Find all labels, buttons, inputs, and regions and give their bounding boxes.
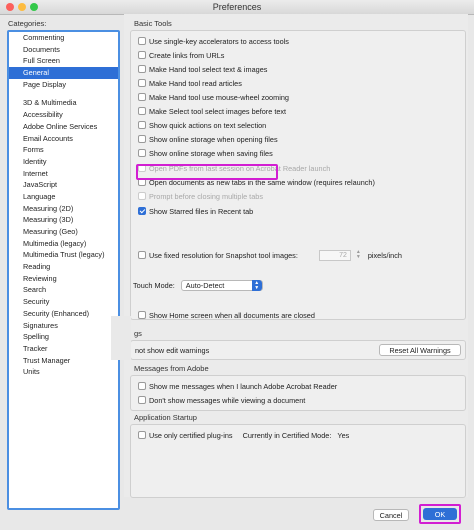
option-label: Make Hand tool read articles (149, 78, 242, 88)
category-item-measuring-geo[interactable]: Measuring (Geo) (23, 227, 78, 236)
option-checkbox[interactable] (138, 37, 146, 45)
cancel-button[interactable]: Cancel (373, 509, 409, 521)
category-item-page-display[interactable]: Page Display (23, 79, 66, 89)
option-checkbox (138, 192, 146, 200)
annotation-highlight-online-storage-saving (136, 164, 278, 180)
category-item-units[interactable]: Units (23, 367, 40, 377)
message-option-label: Show me messages when I launch Adobe Acrobat Reader (149, 381, 338, 391)
option-label: Create links from URLs (149, 50, 225, 60)
category-item-multimedia-legacy[interactable]: Multimedia (legacy) (23, 238, 87, 248)
category-item-general[interactable]: General (9, 67, 118, 79)
categories-list[interactable] (7, 30, 120, 510)
option-label: Make Hand tool select text & images (149, 64, 268, 74)
option-label: Show online storage when opening files (149, 134, 278, 144)
warnings-group (130, 340, 466, 360)
snapshot-resolution-label: Use fixed resolution for Snapshot tool images: (149, 250, 298, 260)
category-item-search[interactable]: Search (23, 285, 47, 295)
overlay-strip (111, 316, 131, 360)
message-option-1[interactable] (138, 381, 337, 391)
category-item-reading[interactable]: Reading (23, 262, 51, 272)
ok-button[interactable]: OK (423, 508, 457, 520)
category-item-reviewing[interactable]: Reviewing (23, 273, 57, 283)
option-show-quick-actions-on-text-selection[interactable] (138, 120, 266, 130)
basic-tools-title: Basic Tools (134, 19, 172, 28)
message-option-checkbox[interactable] (138, 382, 146, 390)
category-item-spelling[interactable]: Spelling (23, 332, 49, 342)
category-item-documents[interactable]: Documents (23, 44, 60, 54)
edit-warnings-option[interactable] (135, 345, 209, 355)
category-item-email-accounts[interactable]: Email Accounts (23, 133, 73, 143)
snapshot-unit-label: pixels/inch (367, 250, 402, 260)
option-checkbox[interactable] (138, 135, 146, 143)
option-label: Make Hand tool use mouse-wheel zooming (149, 92, 289, 102)
category-item-security-enhanced[interactable]: Security (Enhanced) (23, 308, 90, 318)
certified-plugins-label: Use only certified plug-ins (149, 430, 233, 440)
preferences-panel (124, 14, 468, 497)
certified-mode-value: Yes (337, 430, 350, 440)
option-checkbox[interactable] (138, 107, 146, 115)
edit-warnings-label: not show edit warnings (135, 345, 210, 355)
option-label: Show quick actions on text selection (149, 120, 267, 130)
messages-group (130, 375, 466, 411)
option-label: Show online storage when saving files (149, 148, 273, 158)
category-item-trust-manager[interactable]: Trust Manager (23, 355, 71, 365)
option-label: Open PDFs from last session on Acrobat Reader launch (149, 163, 331, 173)
snapshot-resolution-input[interactable]: 72 (319, 250, 351, 261)
startup-title: Application Startup (134, 413, 197, 422)
title-bar (0, 0, 474, 15)
option-show-starred-files-in-recent-tab[interactable] (138, 206, 253, 216)
category-item-tracker[interactable]: Tracker (23, 343, 48, 353)
touch-mode-label: Touch Mode: (133, 281, 175, 290)
annotation-highlight-ok (419, 504, 461, 524)
category-item-multimedia-trust-legacy[interactable]: Multimedia Trust (legacy) (23, 250, 105, 260)
touch-mode-value: Auto-Detect (185, 281, 225, 290)
basic-tools-group (130, 30, 466, 320)
option-use-single-key-accelerators-to-access-to[interactable] (138, 36, 289, 46)
category-item-3d-multimedia[interactable]: 3D & Multimedia (23, 98, 77, 108)
option-label: Prompt before closing multiple tabs (149, 191, 263, 201)
snapshot-resolution-option[interactable] (138, 250, 402, 260)
option-show-online-storage-when-saving-files[interactable] (138, 148, 273, 158)
option-checkbox[interactable] (138, 149, 146, 157)
snapshot-resolution-checkbox[interactable] (138, 251, 146, 259)
option-checkbox[interactable] (138, 65, 146, 73)
category-item-signatures[interactable]: Signatures (23, 320, 58, 330)
category-item-measuring-3d[interactable]: Measuring (3D) (23, 215, 74, 225)
option-label: Open documents as new tabs in the same window (requires relaunch) (149, 177, 375, 187)
home-screen-label: Show Home screen when all documents are closed (149, 310, 315, 320)
window-title: Preferences (212, 2, 262, 12)
category-separator (9, 90, 118, 97)
option-make-select-tool-select-images-before-te[interactable] (138, 106, 286, 116)
certified-plugins-option[interactable] (138, 430, 349, 440)
option-create-links-from-urls[interactable] (138, 50, 224, 60)
warnings-title: gs (134, 329, 142, 338)
option-prompt-before-closing-multiple-tabs (138, 191, 263, 201)
option-label: Make Select tool select images before text (149, 106, 287, 116)
categories-label: Categories: (8, 19, 47, 28)
home-screen-checkbox[interactable] (138, 311, 146, 319)
certified-mode-label: Currently in Certified Mode: (242, 430, 332, 440)
category-item-forms[interactable]: Forms (23, 145, 44, 155)
chevron-updown-icon: ▲ ▼ (252, 280, 262, 291)
option-checkbox[interactable] (138, 207, 146, 215)
option-checkbox[interactable] (138, 121, 146, 129)
touch-mode-row (133, 280, 263, 291)
category-item-measuring-2d[interactable]: Measuring (2D) (23, 203, 74, 213)
reset-all-warnings-button[interactable]: Reset All Warnings (379, 344, 461, 356)
certified-plugins-checkbox[interactable] (138, 431, 146, 439)
category-item-javascript[interactable]: JavaScript (23, 180, 58, 190)
message-option-checkbox[interactable] (138, 396, 146, 404)
category-item-internet[interactable]: Internet (23, 168, 48, 178)
option-show-online-storage-when-opening-files[interactable] (138, 134, 278, 144)
category-item-security[interactable]: Security (23, 297, 50, 307)
option-label: Show Starred files in Recent tab (149, 206, 254, 216)
option-make-hand-tool-select-text-images[interactable] (138, 64, 267, 74)
snapshot-resolution-stepper[interactable]: ▲ ▼ (355, 249, 361, 260)
category-item-accessibility[interactable]: Accessibility (23, 110, 63, 120)
messages-title: Messages from Adobe (134, 364, 209, 373)
touch-mode-select[interactable] (181, 280, 263, 291)
option-label: Use single-key accelerators to access tools (149, 36, 289, 46)
option-checkbox[interactable] (138, 79, 146, 87)
category-item-language[interactable]: Language (23, 191, 56, 201)
category-item-identity[interactable]: Identity (23, 156, 47, 166)
option-checkbox[interactable] (138, 51, 146, 59)
category-item-commenting[interactable]: Commenting (23, 33, 65, 42)
option-checkbox[interactable] (138, 93, 146, 101)
message-option-2[interactable] (138, 395, 305, 405)
option-make-hand-tool-read-articles[interactable] (138, 78, 242, 88)
home-screen-option[interactable] (138, 310, 315, 320)
option-make-hand-tool-use-mouse-wheel-zooming[interactable] (138, 92, 289, 102)
category-item-adobe-online-services[interactable]: Adobe Online Services (23, 121, 98, 131)
message-option-label: Don't show messages while viewing a document (149, 395, 306, 405)
category-item-full-screen[interactable]: Full Screen (23, 56, 60, 66)
startup-group (130, 424, 466, 498)
